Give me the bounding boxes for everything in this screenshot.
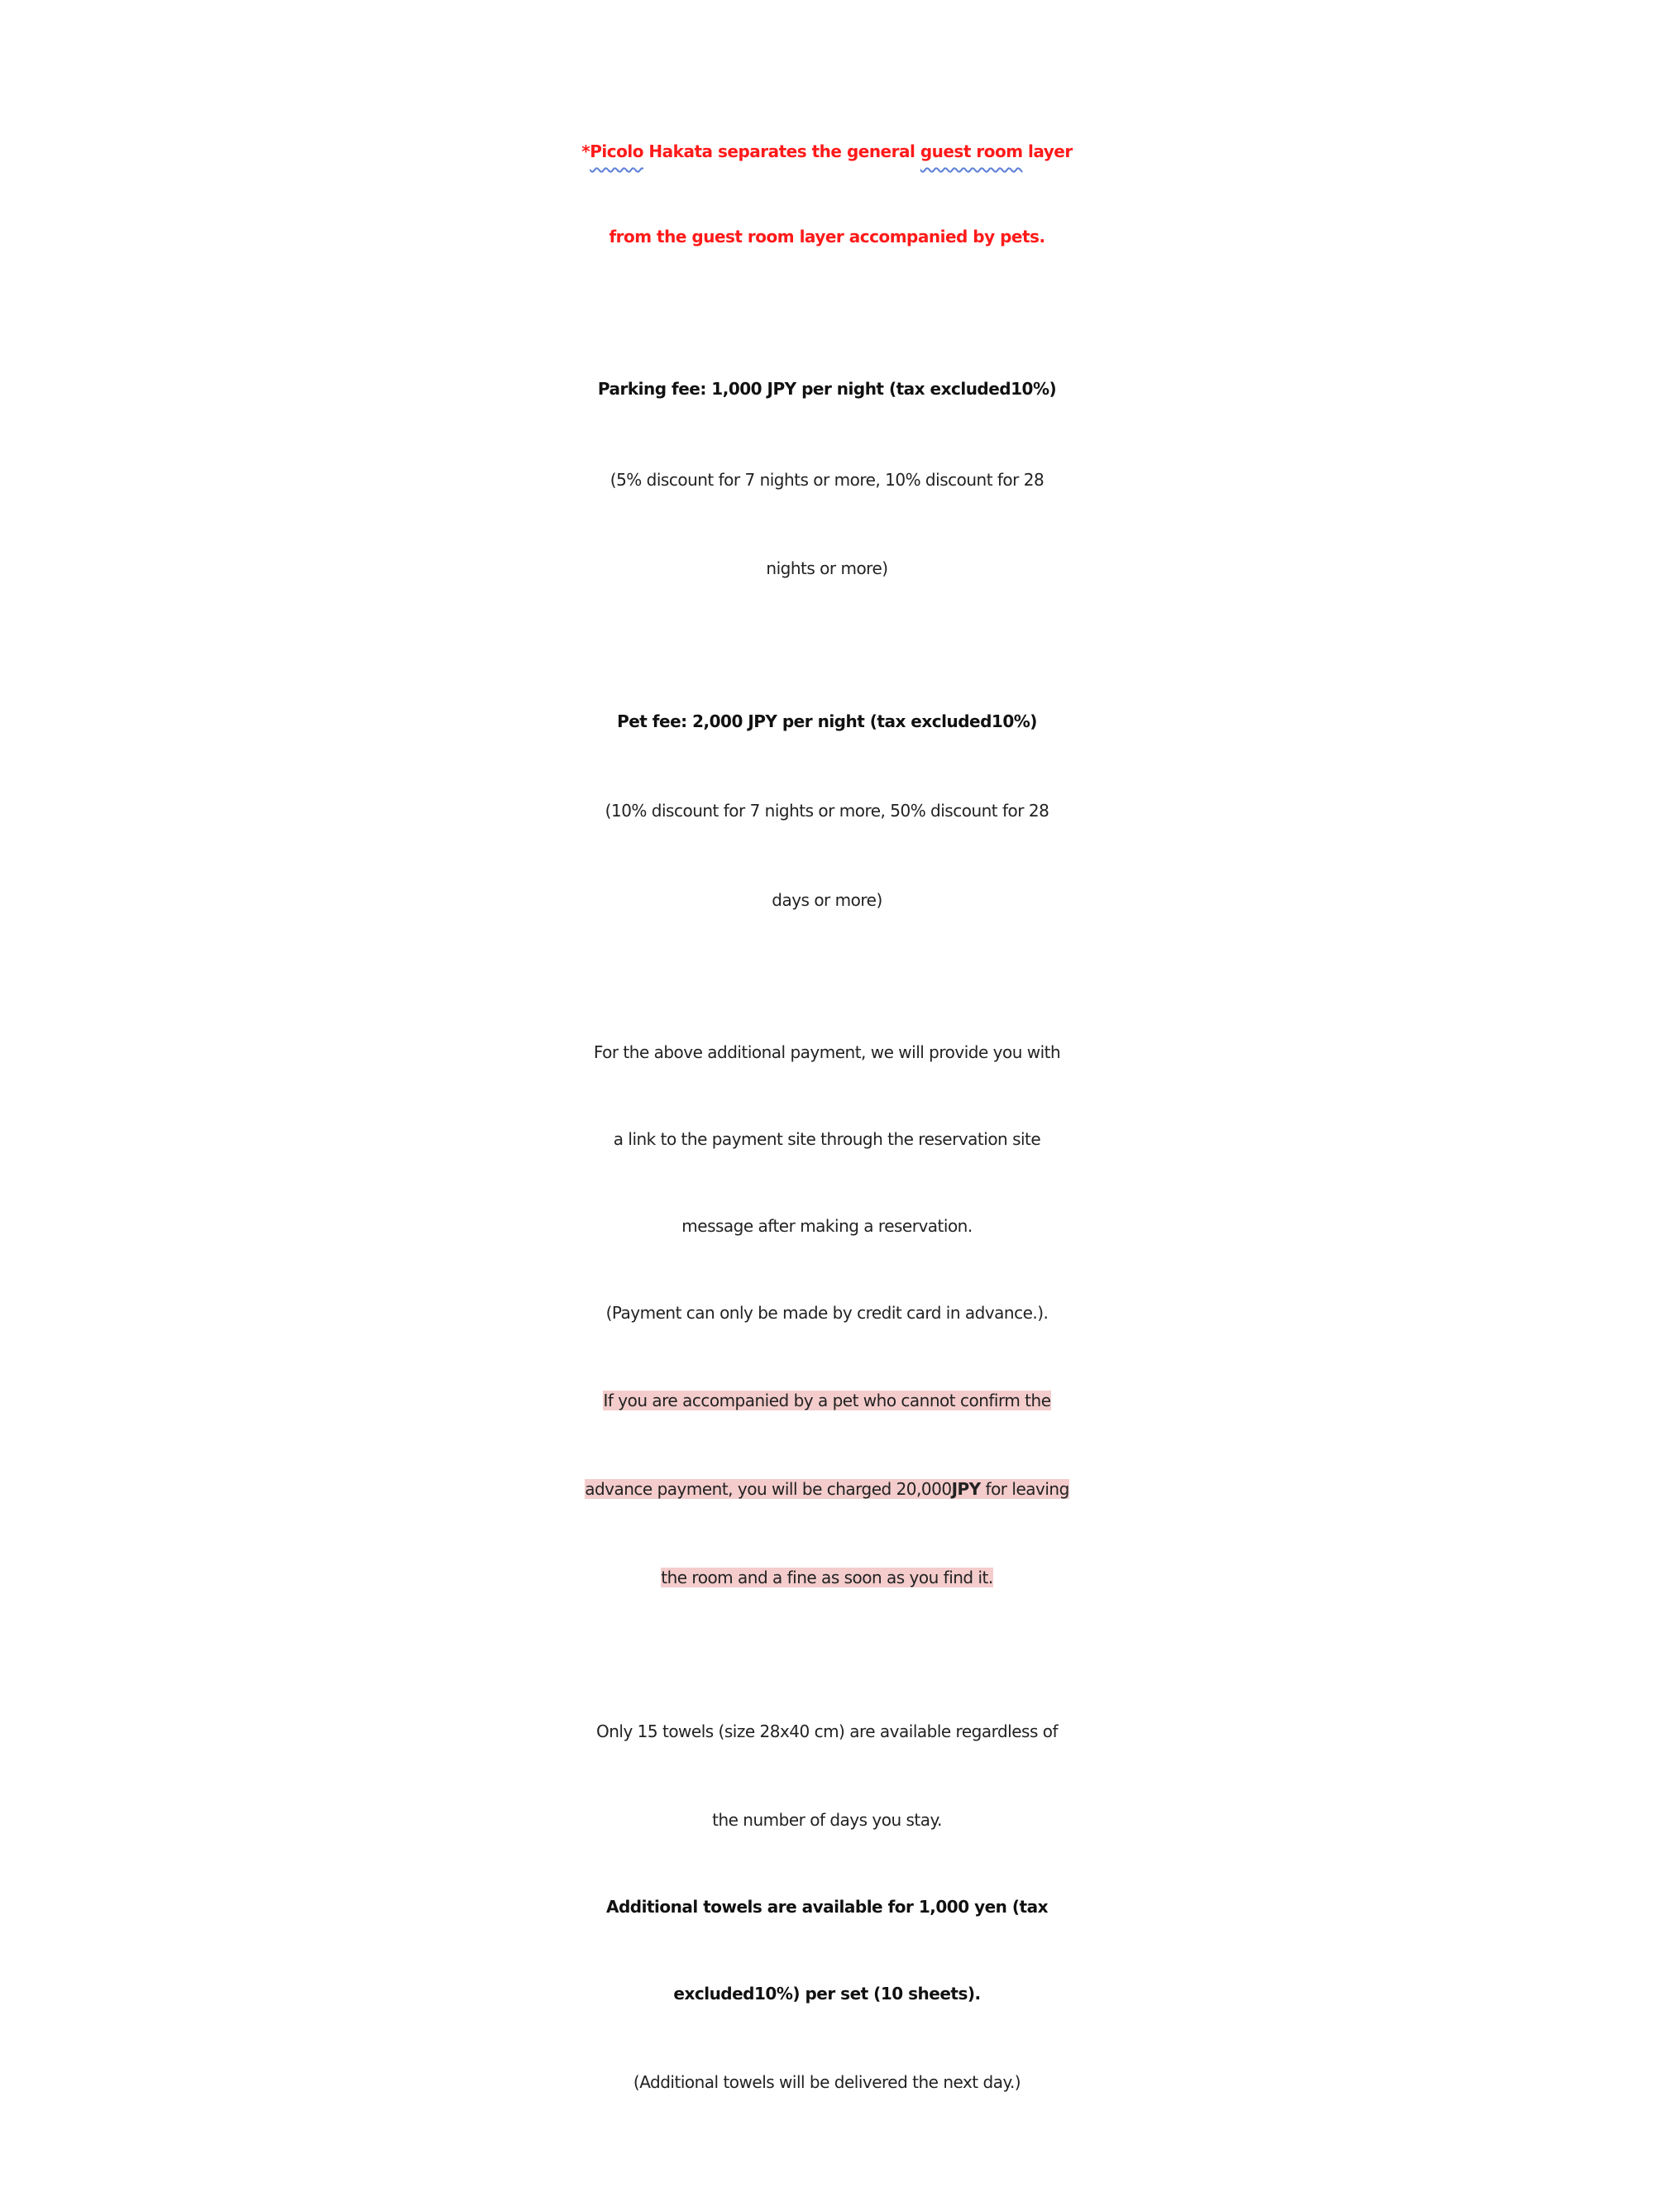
warning-text-3: the room and a fine as soon as you find it. xyxy=(661,1568,993,1587)
parking-fee-detail-1: (5% discount for 7 nights or more, 10% discount for 28 xyxy=(609,470,1045,490)
towels-additional-line-2: excluded10%) per set (10 sheets). xyxy=(673,1984,981,2004)
parking-fee-title: Parking fee: 1,000 JPY per night (tax excluded10%) xyxy=(597,379,1057,399)
notice-name: Picolo xyxy=(590,141,643,161)
payment-line-1: For the above additional payment, we will provide you with xyxy=(593,1042,1061,1062)
pet-fee-title: Pet fee: 2,000 JPY per night (tax excluded10%) xyxy=(617,711,1037,731)
payment-line-3: message after making a reservation. xyxy=(681,1216,973,1236)
warning-text-2-pre: advance payment, you will be charged 20,000 xyxy=(585,1479,952,1499)
towels-line-2: the number of days you stay. xyxy=(712,1810,942,1830)
pet-fee-detail-2: days or more) xyxy=(772,890,882,910)
parking-fee-detail-2: nights or more) xyxy=(766,558,888,578)
towels-delivery-note: (Additional towels will be delivered the next day.) xyxy=(633,2072,1021,2092)
notice-line-2: from the guest room layer accompanied by pets. xyxy=(609,227,1045,247)
payment-line-2: a link to the payment site through the reservation site xyxy=(613,1129,1041,1149)
warning-line-2 xyxy=(0,1448,1654,1530)
notice-suffix: layer xyxy=(1022,141,1073,161)
warning-line-3 xyxy=(0,1536,1654,1619)
pet-fee-detail-1: (10% discount for 7 nights or more, 50% discount for 28 xyxy=(605,801,1049,821)
notice-term: guest room xyxy=(920,141,1023,161)
payment-line-4: (Payment can only be made by credit card in advance.). xyxy=(605,1303,1049,1323)
warning-text-2-currency: JPY xyxy=(951,1479,981,1499)
warning-text-2-post: for leaving xyxy=(980,1479,1069,1499)
towels-additional-line-1: Additional towels are available for 1,000 yen (tax xyxy=(606,1897,1048,1917)
warning-line-1 xyxy=(0,1359,1654,1442)
warning-text-2 xyxy=(585,1479,1069,1499)
towels-line-1: Only 15 towels (size 28x40 cm) are available regardless of xyxy=(596,1721,1058,1741)
warning-text-1: If you are accompanied by a pet who cannot confirm the xyxy=(603,1391,1051,1410)
notice-mid: Hakata separates the general xyxy=(643,141,920,161)
notice-line-1 xyxy=(0,110,1654,193)
notice-prefix: * xyxy=(581,141,590,161)
